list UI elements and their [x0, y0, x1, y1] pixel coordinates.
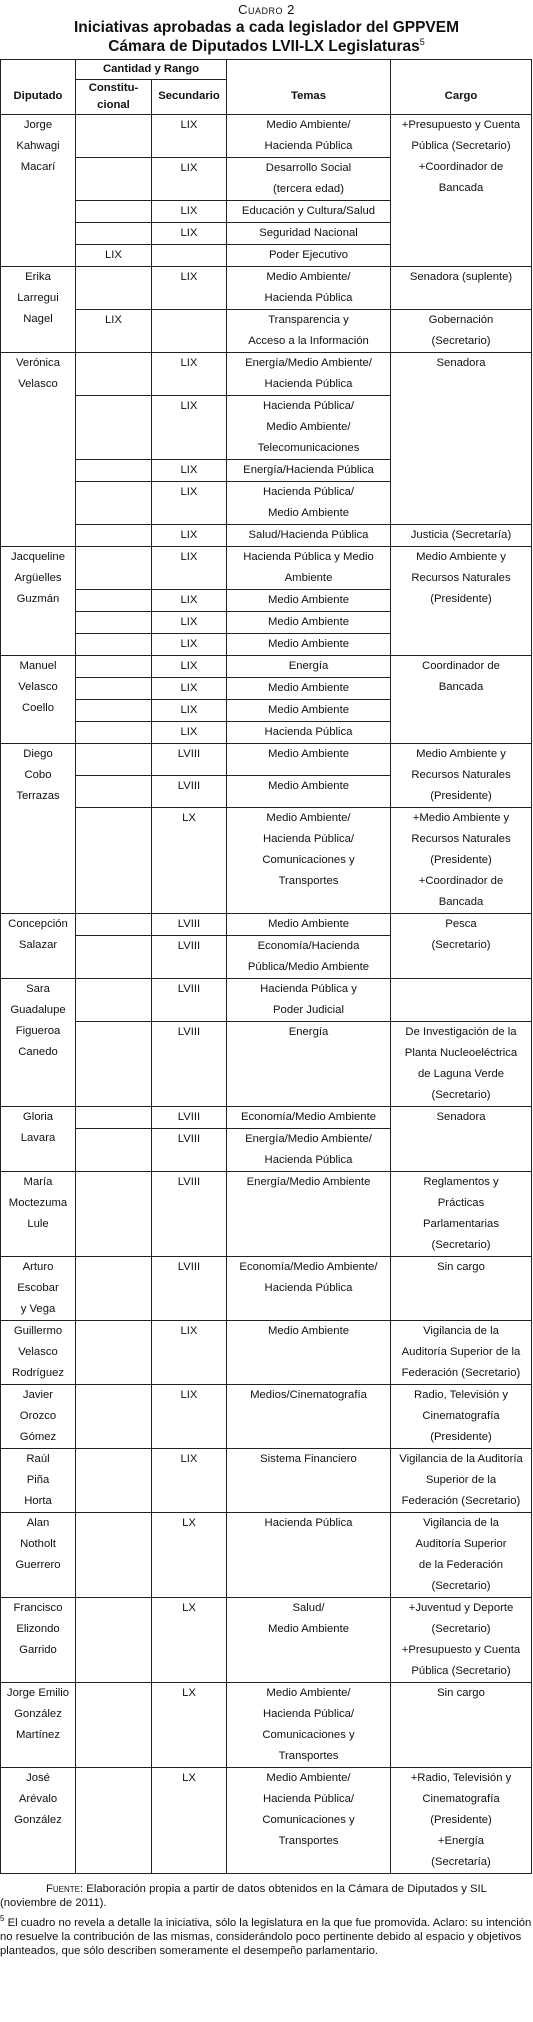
secundario-cell: LIX: [152, 1384, 227, 1448]
table-row: [1, 114, 532, 157]
constitucional-cell: [76, 266, 152, 309]
constitucional-cell: [76, 1256, 152, 1320]
constitucional-cell: [76, 459, 152, 481]
table-row: [1, 978, 532, 1021]
cargo-cell: Pesca (Secretario): [391, 913, 532, 978]
cargo-cell: Radio, Televisión y Cinematografía (Presidente): [391, 1384, 532, 1448]
tema-cell: Salud/Hacienda Pública: [227, 524, 391, 546]
cargo-cell: Sin cargo: [391, 1256, 532, 1320]
constitucional-cell: [76, 807, 152, 913]
table-row: [1, 524, 532, 546]
tema-cell: Poder Ejecutivo: [227, 244, 391, 266]
table-row: [1, 1597, 532, 1682]
tema-cell: Energía/Medio Ambiente: [227, 1171, 391, 1256]
header-blank-temas: [227, 60, 391, 80]
secundario-cell: LIX: [152, 200, 227, 222]
cargo-cell: +Radio, Televisión y Cinematografía (Presidente) +Energía (Secretaría): [391, 1767, 532, 1873]
table-row: [1, 807, 532, 913]
secundario-cell: LIX: [152, 655, 227, 677]
tema-cell: Desarrollo Social (tercera edad): [227, 157, 391, 200]
cargo-cell: Vigilancia de la Auditoría Superior de la Federación (Secretario): [391, 1512, 532, 1597]
constitucional-cell: [76, 546, 152, 589]
secundario-cell: LVIII: [152, 775, 227, 807]
diputado-name: Manuel Velasco Coello: [1, 655, 76, 743]
table-row: [1, 1682, 532, 1767]
tema-cell: Transparencia y Acceso a la Información: [227, 309, 391, 352]
initiatives-table: [0, 59, 532, 1874]
constitucional-cell: [76, 589, 152, 611]
table-row: [1, 1021, 532, 1106]
diputado-name: Guillermo Velasco Rodríguez: [1, 1320, 76, 1384]
constitucional-cell: [76, 699, 152, 721]
secundario-cell: LX: [152, 807, 227, 913]
cargo-cell: Medio Ambiente y Recursos Naturales (Presidente): [391, 546, 532, 655]
secundario-cell: LX: [152, 1512, 227, 1597]
tema-cell: Hacienda Pública: [227, 721, 391, 743]
table-row: [1, 352, 532, 395]
cargo-cell: Senadora: [391, 1106, 532, 1171]
cargo-cell: +Medio Ambiente y Recursos Naturales (Presidente) +Coordinador de Bancada: [391, 807, 532, 913]
tema-cell: Medio Ambiente: [227, 699, 391, 721]
secundario-cell: LIX: [152, 352, 227, 395]
header-constitucional: Constitu- cional: [76, 79, 152, 114]
secundario-cell: LVIII: [152, 1128, 227, 1171]
constitucional-cell: [76, 1320, 152, 1384]
cargo-cell: Senadora: [391, 352, 532, 524]
tema-cell: Hacienda Pública y Medio Ambiente: [227, 546, 391, 589]
cargo-cell: +Presupuesto y Cuenta Pública (Secretario) +Coordinador de Bancada: [391, 114, 532, 266]
diputado-name: Jorge Kahwagi Macarí: [1, 114, 76, 266]
constitucional-cell: [76, 743, 152, 775]
tema-cell: Energía/Medio Ambiente/ Hacienda Pública: [227, 1128, 391, 1171]
constitucional-cell: [76, 655, 152, 677]
constitucional-cell: [76, 1384, 152, 1448]
diputado-name: Erika Larregui Nagel: [1, 266, 76, 352]
secundario-cell: LX: [152, 1597, 227, 1682]
cargo-cell: Medio Ambiente y Recursos Naturales (Presidente): [391, 743, 532, 807]
secundario-cell: LIX: [152, 611, 227, 633]
constitucional-cell: [76, 935, 152, 978]
constitucional-cell: [76, 200, 152, 222]
tema-cell: Salud/ Medio Ambiente: [227, 1597, 391, 1682]
constitucional-cell: [76, 524, 152, 546]
secundario-cell: LVIII: [152, 743, 227, 775]
constitucional-cell: [76, 1767, 152, 1873]
tema-cell: Economía/Medio Ambiente/ Hacienda Pública: [227, 1256, 391, 1320]
secundario-cell: LIX: [152, 1320, 227, 1384]
secundario-cell: LIX: [152, 721, 227, 743]
table-row: [1, 1767, 532, 1873]
secundario-cell: LIX: [152, 1448, 227, 1512]
tema-cell: Energía: [227, 1021, 391, 1106]
constitucional-cell: [76, 114, 152, 157]
diputado-name: María Moctezuma Lule: [1, 1171, 76, 1256]
cargo-cell: Vigilancia de la Auditoría Superior de la Federación (Secretario): [391, 1320, 532, 1384]
secundario-cell: LIX: [152, 114, 227, 157]
constitucional-cell: [76, 1448, 152, 1512]
diputado-name: Verónica Velasco: [1, 352, 76, 546]
secundario-cell: [152, 309, 227, 352]
tema-cell: Energía: [227, 655, 391, 677]
table-title-line-2-text: Cámara de Diputados LVII-LX Legislaturas: [108, 38, 420, 56]
tema-cell: Economía/Hacienda Pública/Medio Ambiente: [227, 935, 391, 978]
secundario-cell: LVIII: [152, 913, 227, 935]
table-kicker: Cuadro 2: [238, 2, 295, 17]
header-cargo: Cargo: [391, 79, 532, 114]
tema-cell: Medio Ambiente: [227, 589, 391, 611]
header-blank-left: [1, 60, 76, 80]
diputado-name: Sara Guadalupe Figueroa Canedo: [1, 978, 76, 1106]
cargo-cell: Reglamentos y Prácticas Parlamentarias (Secretario): [391, 1171, 532, 1256]
tema-cell: Medio Ambiente: [227, 913, 391, 935]
constitucional-cell: [76, 633, 152, 655]
diputado-name: Concepción Salazar: [1, 913, 76, 978]
tema-cell: Seguridad Nacional: [227, 222, 391, 244]
header-blank-cargo: [391, 60, 532, 80]
table-row: [1, 1256, 532, 1320]
table-row: [1, 1448, 532, 1512]
diputado-name: Arturo Escobar y Vega: [1, 1256, 76, 1320]
diputado-name: José Arévalo González: [1, 1767, 76, 1873]
tema-cell: Educación y Cultura/Salud: [227, 200, 391, 222]
source-text: Elaboración propia a partir de datos obtenidos en la Cámara de Diputados y SIL (noviembre de 2011).: [0, 1883, 487, 1909]
secundario-cell: LIX: [152, 589, 227, 611]
constitucional-cell: [76, 157, 152, 200]
tema-cell: Medio Ambiente: [227, 743, 391, 775]
table-row: [1, 913, 532, 935]
secundario-cell: LVIII: [152, 935, 227, 978]
constitucional-cell: [76, 222, 152, 244]
constitucional-cell: [76, 775, 152, 807]
table-row: [1, 1106, 532, 1128]
secundario-cell: LIX: [152, 546, 227, 589]
cargo-cell: [391, 978, 532, 1021]
tema-cell: Medios/Cinematografía: [227, 1384, 391, 1448]
diputado-name: Jacqueline Argüelles Guzmán: [1, 546, 76, 655]
constitucional-cell: [76, 978, 152, 1021]
constitucional-cell: [76, 1597, 152, 1682]
tema-cell: Energía/Hacienda Pública: [227, 459, 391, 481]
constitucional-cell: LIX: [76, 309, 152, 352]
cargo-cell: Coordinador de Bancada: [391, 655, 532, 743]
tema-cell: Hacienda Pública/ Medio Ambiente: [227, 481, 391, 524]
footnote-mark: 5: [419, 37, 425, 47]
constitucional-cell: [76, 481, 152, 524]
constitucional-cell: [76, 913, 152, 935]
constitucional-cell: [76, 352, 152, 395]
table-title-line-1: Iniciativas aprobadas a cada legislador del GPPVEM: [73, 19, 460, 36]
table-row: [1, 1384, 532, 1448]
footnote: [0, 1912, 533, 1958]
tema-cell: Energía/Medio Ambiente/ Hacienda Pública: [227, 352, 391, 395]
tema-cell: Medio Ambiente/ Hacienda Pública/ Comunicaciones y Transportes: [227, 807, 391, 913]
secundario-cell: LVIII: [152, 1256, 227, 1320]
cargo-cell: Justicia (Secretaría): [391, 524, 532, 546]
tema-cell: Medio Ambiente/ Hacienda Pública/ Comunicaciones y Transportes: [227, 1767, 391, 1873]
secundario-cell: LX: [152, 1767, 227, 1873]
constitucional-cell: [76, 1512, 152, 1597]
header-row-2: [1, 79, 532, 114]
cargo-cell: +Juventud y Deporte (Secretario) +Presupuesto y Cuenta Pública (Secretario): [391, 1597, 532, 1682]
secundario-cell: LVIII: [152, 1106, 227, 1128]
constitucional-cell: LIX: [76, 244, 152, 266]
tema-cell: Sistema Financiero: [227, 1448, 391, 1512]
constitucional-cell: [76, 1682, 152, 1767]
header-diputado: Diputado: [1, 79, 76, 114]
diputado-name: Francisco Elizondo Garrido: [1, 1597, 76, 1682]
secundario-cell: LIX: [152, 395, 227, 459]
table-body: [1, 114, 532, 1873]
table-title-line-2: [0, 37, 533, 56]
constitucional-cell: [76, 1128, 152, 1171]
secundario-cell: LIX: [152, 266, 227, 309]
secundario-cell: LIX: [152, 699, 227, 721]
header-secundario: Secundario: [152, 79, 227, 114]
header-temas: Temas: [227, 79, 391, 114]
footnote-text: El cuadro no revela a detalle la iniciativa, sólo la legislatura en la que fue promovida. Aclaro: su intención no resuelve la contribución de las mismas, considerándolo poco pertinente debido al espacio y objetivos planteados, que sólo describen someramente el desempeño parlamentario.: [0, 1916, 532, 1957]
constitucional-cell: [76, 395, 152, 459]
tema-cell: Hacienda Pública y Poder Judicial: [227, 978, 391, 1021]
constitucional-cell: [76, 721, 152, 743]
table-row: [1, 1171, 532, 1256]
diputado-name: Alan Notholt Guerrero: [1, 1512, 76, 1597]
table-row: [1, 1512, 532, 1597]
diputado-name: Gloria Lavara: [1, 1106, 76, 1171]
table-row: [1, 546, 532, 589]
secundario-cell: LIX: [152, 459, 227, 481]
tema-cell: Medio Ambiente/ Hacienda Pública: [227, 266, 391, 309]
secundario-cell: LIX: [152, 524, 227, 546]
source-line: [0, 1882, 533, 1910]
tema-cell: Economía/Medio Ambiente: [227, 1106, 391, 1128]
cargo-cell: Vigilancia de la Auditoría Superior de la Federación (Secretario): [391, 1448, 532, 1512]
header-row-1: [1, 60, 532, 80]
cargo-cell: Gobernación (Secretario): [391, 309, 532, 352]
tema-cell: Medio Ambiente/ Hacienda Pública: [227, 114, 391, 157]
secundario-cell: LVIII: [152, 978, 227, 1021]
diputado-name: Jorge Emilio González Martínez: [1, 1682, 76, 1767]
secundario-cell: LIX: [152, 481, 227, 524]
secundario-cell: LIX: [152, 633, 227, 655]
secundario-cell: LVIII: [152, 1171, 227, 1256]
table-row: [1, 1320, 532, 1384]
cargo-cell: Senadora (suplente): [391, 266, 532, 309]
table-row: [1, 743, 532, 775]
cargo-cell: Sin cargo: [391, 1682, 532, 1767]
table-row: [1, 655, 532, 677]
diputado-name: Javier Orozco Gómez: [1, 1384, 76, 1448]
source-label: Fuente:: [46, 1883, 84, 1895]
constitucional-cell: [76, 611, 152, 633]
header-group: Cantidad y Rango: [76, 60, 227, 80]
table-row: [1, 309, 532, 352]
tema-cell: Medio Ambiente: [227, 633, 391, 655]
secundario-cell: LVIII: [152, 1021, 227, 1106]
secundario-cell: [152, 244, 227, 266]
secundario-cell: LIX: [152, 222, 227, 244]
tema-cell: Medio Ambiente: [227, 775, 391, 807]
tema-cell: Medio Ambiente/ Hacienda Pública/ Comunicaciones y Transportes: [227, 1682, 391, 1767]
tema-cell: Medio Ambiente: [227, 677, 391, 699]
secundario-cell: LIX: [152, 677, 227, 699]
secundario-cell: LX: [152, 1682, 227, 1767]
constitucional-cell: [76, 677, 152, 699]
tema-cell: Medio Ambiente: [227, 611, 391, 633]
footnote-number: 5: [0, 1914, 5, 1923]
cargo-cell: De Investigación de la Planta Nucleoeléctrica de Laguna Verde (Secretario): [391, 1021, 532, 1106]
constitucional-cell: [76, 1021, 152, 1106]
secundario-cell: LIX: [152, 157, 227, 200]
diputado-name: Diego Cobo Terrazas: [1, 743, 76, 913]
tema-cell: Hacienda Pública: [227, 1512, 391, 1597]
table-row: [1, 266, 532, 309]
constitucional-cell: [76, 1106, 152, 1128]
tema-cell: Hacienda Pública/ Medio Ambiente/ Telecomunicaciones: [227, 395, 391, 459]
tema-cell: Medio Ambiente: [227, 1320, 391, 1384]
diputado-name: Raúl Piña Horta: [1, 1448, 76, 1512]
constitucional-cell: [76, 1171, 152, 1256]
